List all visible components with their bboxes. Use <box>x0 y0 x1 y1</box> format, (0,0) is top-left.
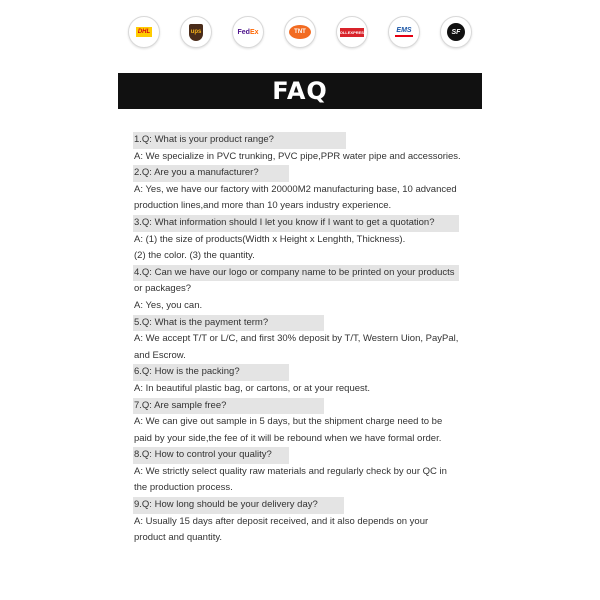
sf-logo-text: SF <box>451 28 461 36</box>
toll-express-logo-icon <box>336 16 368 48</box>
ems-logo-text: EMS <box>396 27 412 34</box>
fedex-logo-fed: Fed <box>237 28 250 36</box>
faq-answer-3-line-2: (2) the color. (3) the quantity. <box>134 250 255 262</box>
faq-item-7 <box>133 398 468 448</box>
faq-answer-4-line-1: A: Yes, you can. <box>134 299 203 311</box>
toll-logo-text: TOLLEXPRESS <box>337 29 367 35</box>
faq-answer-8-line-2: the production process. <box>134 482 233 494</box>
dhl-logo-icon <box>128 16 160 48</box>
faq-question-6: 6.Q: How is the packing? <box>133 364 289 381</box>
faq-item-6 <box>133 364 468 397</box>
faq-item-8 <box>133 447 468 497</box>
faq-question-7: 7.Q: Are sample free? <box>133 398 324 415</box>
faq-answer-8-line-1: A: We strictly select quality raw materials and regularly check by our QC in <box>134 465 447 477</box>
faq-question-3: 3.Q: What information should I let you know if I want to get a quotation? <box>133 215 459 232</box>
fedex-logo-icon <box>232 16 264 48</box>
faq-answer-5-line-1: A: We accept T/T or L/C, and first 30% deposit by T/T, Western Uion, PayPal, <box>134 333 459 345</box>
ems-logo-icon <box>388 16 420 48</box>
faq-item-3 <box>133 215 468 265</box>
dhl-logo-text: DHL <box>137 29 151 35</box>
faq-question-2: 2.Q: Are you a manufacturer? <box>133 165 289 182</box>
tnt-logo-icon <box>284 16 316 48</box>
faq-answer-5-line-2: and Escrow. <box>134 349 186 361</box>
faq-question-1: 1.Q: What is your product range? <box>133 132 346 149</box>
faq-answer-9-line-2: product and quantity. <box>134 532 223 544</box>
faq-answer-6-line-1: A: In beautiful plastic bag, or cartons, or at your request. <box>134 382 371 394</box>
ups-logo-text: ups <box>190 29 202 35</box>
faq-item-2 <box>133 165 468 215</box>
faq-list <box>133 132 468 547</box>
faq-question-4: 4.Q: Can we have our logo or company name to be printed on your products <box>133 265 459 282</box>
faq-answer-2-line-1: A: Yes, we have our factory with 20000M2 manufacturing base, 10 advanced <box>134 183 457 195</box>
faq-answer-7-line-1: A: We can give out sample in 5 days, but the shipment charge need to be <box>134 416 443 428</box>
faq-answer-2-line-2: production lines,and more than 10 years industry experience. <box>134 200 392 212</box>
carrier-logos <box>128 16 472 48</box>
faq-question-9: 9.Q: How long should be your delivery day? <box>133 497 344 514</box>
faq-item-9 <box>133 497 468 547</box>
faq-item-4 <box>133 265 468 315</box>
sf-express-logo-icon <box>440 16 472 48</box>
faq-answer-9-line-1: A: Usually 15 days after deposit received, and it also depends on your <box>134 515 429 527</box>
ups-logo-icon <box>180 16 212 48</box>
faq-answer-1-line-1: A: We specialize in PVC trunking, PVC pipe,PPR water pipe and accessories. <box>134 150 461 162</box>
faq-answer-3-line-1: A: (1) the size of products(Width x Height x Lenghth, Thickness). <box>134 233 406 245</box>
page-title: FAQ <box>272 77 328 105</box>
fedex-logo-ex: Ex <box>249 28 259 36</box>
tnt-logo-text: TNT <box>294 29 306 35</box>
faq-item-1 <box>133 132 468 165</box>
faq-question-8: 8.Q: How to control your quality? <box>133 447 289 464</box>
faq-item-5 <box>133 315 468 365</box>
faq-question-5: 5.Q: What is the payment term? <box>133 315 324 332</box>
faq-answer-7-line-2: paid by your side,the fee of it will be rebound when we have formal order. <box>134 432 442 444</box>
faq-banner <box>118 73 482 109</box>
faq-question-4-continued: or packages? <box>134 283 192 295</box>
